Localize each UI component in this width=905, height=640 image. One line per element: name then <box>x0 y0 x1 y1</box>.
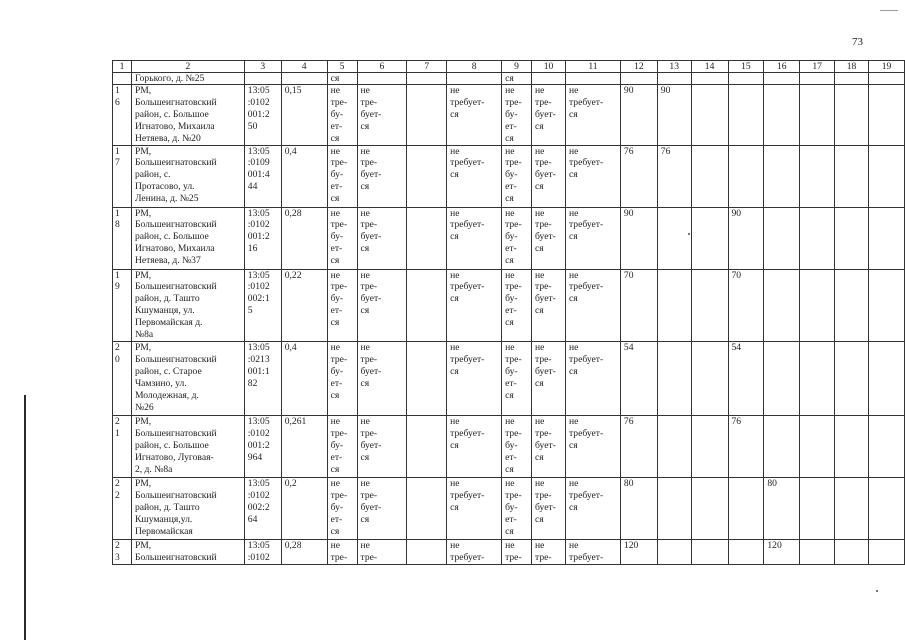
cell-col-14 <box>691 539 728 564</box>
cell-col-2: Горького, д. №25 <box>131 73 244 85</box>
cell-col-14: 14 <box>691 61 728 73</box>
cell-col-9: не тре- <box>502 539 532 564</box>
table-row <box>113 85 905 146</box>
cell-col-8 <box>447 73 502 85</box>
cell-col-3: 3 <box>244 61 281 73</box>
cell-col-12: 70 <box>620 269 657 341</box>
cell-col-10: 10 <box>532 61 566 73</box>
cell-col-2: РМ, Большеигнатовский район, д. Ташто Кшуманця,ул. Первомайская <box>131 477 244 539</box>
cell-col-12: 12 <box>620 61 657 73</box>
cell-col-16 <box>764 85 800 146</box>
cell-col-3 <box>244 73 281 85</box>
cell-col-5: не тре- бу- ет- ся <box>327 85 357 146</box>
cell-col-10 <box>532 73 566 85</box>
cell-col-19: 19 <box>868 61 904 73</box>
cell-col-12: 90 <box>620 207 657 269</box>
cell-col-11: 11 <box>565 61 620 73</box>
cell-col-2: РМ, Большеигнатовский район, д. Ташто Кшуманця, ул. Первомайская д. №8а <box>131 269 244 341</box>
cell-col-18 <box>835 269 869 341</box>
table-row <box>113 341 905 415</box>
cell-col-15 <box>728 85 764 146</box>
cell-col-8: 8 <box>447 61 502 73</box>
cell-col-4: 0,28 <box>281 539 327 564</box>
cell-col-14 <box>691 85 728 146</box>
cell-col-18 <box>835 477 869 539</box>
cell-col-2: РМ, Большеигнатовский район, с. Старое Чамзино, ул. Молодежная, д. №26 <box>131 341 244 415</box>
cell-col-14 <box>691 73 728 85</box>
cell-col-8: не требует- ся <box>447 85 502 146</box>
cell-col-9: ся <box>502 73 532 85</box>
cell-col-13: 90 <box>657 85 691 146</box>
cell-col-17: 17 <box>800 61 835 73</box>
cell-col-18 <box>835 207 869 269</box>
cell-col-12 <box>620 73 657 85</box>
cell-col-5: не тре- бу- ет- ся <box>327 145 357 207</box>
cell-col-13 <box>657 539 691 564</box>
cell-col-6: не тре- <box>357 539 407 564</box>
cell-col-1: 2 2 <box>113 477 132 539</box>
cell-col-11: не требует- <box>565 539 620 564</box>
cell-col-19 <box>868 207 904 269</box>
cell-col-1: 2 1 <box>113 415 132 477</box>
cell-col-13 <box>657 477 691 539</box>
cell-col-2: РМ, Большеигнатовский район, с. Большое Игнатово, Михаила Нетяева, д. №37 <box>131 207 244 269</box>
cell-col-15: 70 <box>728 269 764 341</box>
cell-col-14 <box>691 207 728 269</box>
cell-col-7 <box>407 477 447 539</box>
cell-col-6 <box>357 73 407 85</box>
cell-col-6: не тре- бует- ся <box>357 415 407 477</box>
cell-col-3: 13:05 :0102 001:2 50 <box>244 85 281 146</box>
cell-col-7 <box>407 415 447 477</box>
cell-col-7 <box>407 269 447 341</box>
cell-col-4: 0,4 <box>281 341 327 415</box>
cell-col-18 <box>835 415 869 477</box>
cell-col-18 <box>835 341 869 415</box>
cell-col-12: 54 <box>620 341 657 415</box>
cell-col-4: 0,4 <box>281 145 327 207</box>
cell-col-18 <box>835 85 869 146</box>
cell-col-10: не тре- бует- ся <box>532 415 566 477</box>
cell-col-17 <box>800 207 835 269</box>
cell-col-6: не тре- бует- ся <box>357 477 407 539</box>
cell-col-10: не тре- бует- ся <box>532 477 566 539</box>
cell-col-8: не требует- <box>447 539 502 564</box>
cell-col-3: 13:05 :0213 001:1 82 <box>244 341 281 415</box>
cell-col-6: не тре- бует- ся <box>357 207 407 269</box>
cell-col-15: 54 <box>728 341 764 415</box>
cell-col-13 <box>657 341 691 415</box>
cell-col-1: 1 <box>113 61 132 73</box>
cell-col-1: 2 0 <box>113 341 132 415</box>
cell-col-2: РМ, Большеигнатовский район, с. Большое Игнатово, Михаила Нетяева, д. №20 <box>131 85 244 146</box>
cell-col-19 <box>868 415 904 477</box>
cell-col-5: не тре- бу- ет- ся <box>327 269 357 341</box>
cell-col-17 <box>800 145 835 207</box>
cell-col-6: не тре- бует- ся <box>357 341 407 415</box>
cell-col-19 <box>868 477 904 539</box>
register-table <box>112 60 905 565</box>
cell-col-11 <box>565 73 620 85</box>
cell-col-11: не требует- ся <box>565 341 620 415</box>
cell-col-11: не требует- ся <box>565 85 620 146</box>
cell-col-1: 1 8 <box>113 207 132 269</box>
cell-col-7 <box>407 539 447 564</box>
cell-col-16 <box>764 415 800 477</box>
cell-col-15 <box>728 539 764 564</box>
cell-col-5: ся <box>327 73 357 85</box>
cell-col-15: 15 <box>728 61 764 73</box>
cell-col-5: не тре- бу- ет- ся <box>327 415 357 477</box>
cell-col-18 <box>835 145 869 207</box>
cell-col-19 <box>868 85 904 146</box>
scan-artifact-mark <box>880 10 898 11</box>
scan-margin-edge <box>24 395 26 640</box>
cell-col-13 <box>657 207 691 269</box>
cell-col-11: не требует- ся <box>565 145 620 207</box>
cell-col-9: не тре- бу- ет- ся <box>502 341 532 415</box>
cell-col-9: не тре- бу- ет- ся <box>502 207 532 269</box>
cell-col-7 <box>407 145 447 207</box>
cell-col-19 <box>868 539 904 564</box>
cell-col-18 <box>835 73 869 85</box>
cell-col-10: не тре- <box>532 539 566 564</box>
cell-col-14 <box>691 145 728 207</box>
cell-col-6: не тре- бует- ся <box>357 269 407 341</box>
cell-col-9: 9 <box>502 61 532 73</box>
cell-col-8: не требует- ся <box>447 341 502 415</box>
cell-col-3: 13:05 :0102 002:2 64 <box>244 477 281 539</box>
cell-col-12: 90 <box>620 85 657 146</box>
cell-col-3: 13:05 :0109 001:4 44 <box>244 145 281 207</box>
cell-col-13 <box>657 269 691 341</box>
cell-col-11: не требует- ся <box>565 269 620 341</box>
table-row <box>113 145 905 207</box>
cell-col-9: не тре- бу- ет- ся <box>502 145 532 207</box>
cell-col-10: не тре- бует- ся <box>532 207 566 269</box>
cell-col-2: РМ, Большеигнатовский район, с. Протасово, ул. Ленина, д. №25 <box>131 145 244 207</box>
table-row <box>113 269 905 341</box>
cell-col-11: не требует- ся <box>565 415 620 477</box>
cell-col-1: 2 3 <box>113 539 132 564</box>
cell-col-4: 4 <box>281 61 327 73</box>
cell-col-10: не тре- бует- ся <box>532 145 566 207</box>
cell-col-18 <box>835 539 869 564</box>
cell-col-17 <box>800 269 835 341</box>
cell-col-8: не требует- ся <box>447 145 502 207</box>
cell-col-19 <box>868 145 904 207</box>
cell-col-7 <box>407 85 447 146</box>
cell-col-5: не тре- бу- ет- ся <box>327 341 357 415</box>
cell-col-16 <box>764 269 800 341</box>
scan-speck <box>876 590 878 592</box>
cell-col-15: 90 <box>728 207 764 269</box>
cell-col-16: 80 <box>764 477 800 539</box>
cell-col-3: 13:05 :0102 002:1 5 <box>244 269 281 341</box>
cell-col-8: не требует- ся <box>447 477 502 539</box>
cell-col-16: 120 <box>764 539 800 564</box>
table-row <box>113 415 905 477</box>
cell-col-6: 6 <box>357 61 407 73</box>
cell-col-13 <box>657 415 691 477</box>
cell-col-17 <box>800 477 835 539</box>
cell-col-16: 16 <box>764 61 800 73</box>
cell-col-3: 13:05 :0102 001:2 16 <box>244 207 281 269</box>
cell-col-7 <box>407 207 447 269</box>
cell-col-12: 76 <box>620 145 657 207</box>
cell-col-16 <box>764 73 800 85</box>
cell-col-17 <box>800 341 835 415</box>
cell-col-6: не тре- бует- ся <box>357 145 407 207</box>
cell-col-7: 7 <box>407 61 447 73</box>
cell-col-12: 76 <box>620 415 657 477</box>
cell-col-15 <box>728 73 764 85</box>
table-row <box>113 73 905 85</box>
cell-col-17 <box>800 73 835 85</box>
cell-col-5: не тре- бу- ет- ся <box>327 477 357 539</box>
cell-col-4: 0,15 <box>281 85 327 146</box>
cell-col-1: 1 7 <box>113 145 132 207</box>
table-row <box>113 207 905 269</box>
cell-col-2: РМ, Большеигнатовский <box>131 539 244 564</box>
cell-col-13: 13 <box>657 61 691 73</box>
cell-col-3: 13:05 :0102 <box>244 539 281 564</box>
cell-col-14 <box>691 341 728 415</box>
cell-col-14 <box>691 269 728 341</box>
cell-col-4: 0,22 <box>281 269 327 341</box>
cell-col-1: 1 6 <box>113 85 132 146</box>
cell-col-15: 76 <box>728 415 764 477</box>
cell-col-13 <box>657 73 691 85</box>
cell-col-7 <box>407 73 447 85</box>
cell-col-19 <box>868 341 904 415</box>
cell-col-9: не тре- бу- ет- ся <box>502 85 532 146</box>
cell-col-17 <box>800 415 835 477</box>
cell-col-11: не требует- ся <box>565 477 620 539</box>
header-row <box>113 61 905 73</box>
cell-col-15 <box>728 145 764 207</box>
cell-col-16 <box>764 145 800 207</box>
cell-col-18: 18 <box>835 61 869 73</box>
cell-col-17 <box>800 85 835 146</box>
cell-col-4: 0,261 <box>281 415 327 477</box>
cell-col-4: 0,2 <box>281 477 327 539</box>
cell-col-3: 13:05 :0102 001:2 964 <box>244 415 281 477</box>
cell-col-2: РМ, Большеигнатовский район, с. Большое Игнатово, Луговая- 2, д. №8а <box>131 415 244 477</box>
cell-col-8: не требует- ся <box>447 207 502 269</box>
table-row <box>113 539 905 564</box>
cell-col-2: 2 <box>131 61 244 73</box>
cell-col-15 <box>728 477 764 539</box>
cell-col-11: не требует- ся <box>565 207 620 269</box>
cell-col-10: не тре- бует- ся <box>532 85 566 146</box>
cell-col-9: не тре- бу- ет- ся <box>502 269 532 341</box>
cell-col-8: не требует- ся <box>447 415 502 477</box>
cell-col-7 <box>407 341 447 415</box>
cell-col-9: не тре- бу- ет- ся <box>502 415 532 477</box>
page-number: 73 <box>852 36 863 48</box>
cell-col-14 <box>691 477 728 539</box>
cell-col-12: 80 <box>620 477 657 539</box>
cell-col-5: не тре- бу- ет- ся <box>327 207 357 269</box>
cell-col-8: не требует- ся <box>447 269 502 341</box>
cell-col-12: 120 <box>620 539 657 564</box>
cell-col-10: не тре- бует- ся <box>532 341 566 415</box>
cell-col-4 <box>281 73 327 85</box>
cell-col-5: 5 <box>327 61 357 73</box>
cell-col-10: не тре- бует- ся <box>532 269 566 341</box>
cell-col-1: 1 9 <box>113 269 132 341</box>
cell-col-9: не тре- бу- ет- ся <box>502 477 532 539</box>
cell-col-4: 0,28 <box>281 207 327 269</box>
cell-col-13: 76 <box>657 145 691 207</box>
cell-col-1 <box>113 73 132 85</box>
cell-col-19 <box>868 269 904 341</box>
cell-col-14 <box>691 415 728 477</box>
cell-col-19 <box>868 73 904 85</box>
cell-col-17 <box>800 539 835 564</box>
cell-col-6: не тре- бует- ся <box>357 85 407 146</box>
table-row <box>113 477 905 539</box>
cell-col-5: не тре- <box>327 539 357 564</box>
cell-col-16 <box>764 207 800 269</box>
cell-col-16 <box>764 341 800 415</box>
